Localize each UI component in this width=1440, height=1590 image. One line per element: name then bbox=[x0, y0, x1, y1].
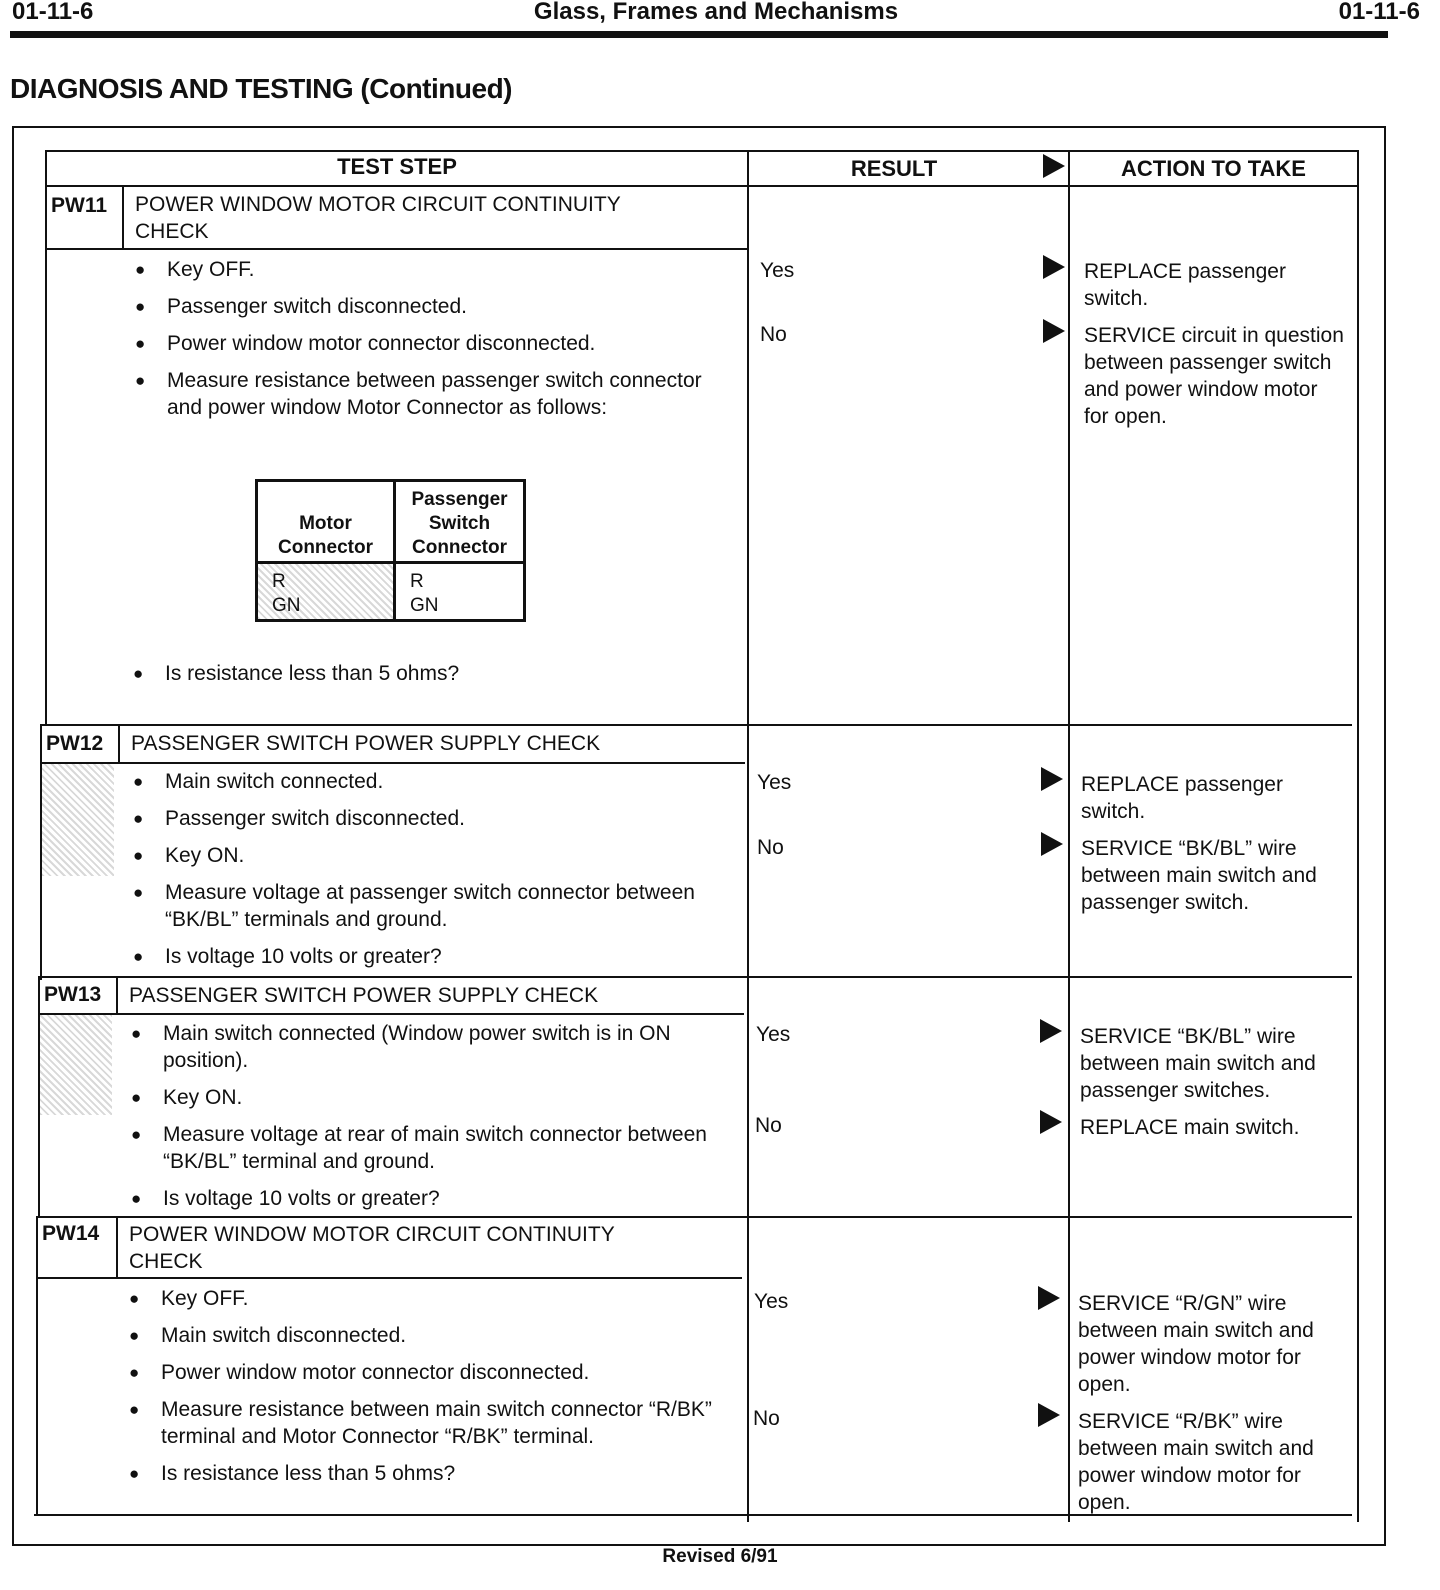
list-item: ● Main switch connected (Window power switch is in ON position). bbox=[131, 1020, 721, 1074]
list-item: ● Main switch connected. bbox=[133, 768, 723, 795]
arrow-icon bbox=[1040, 1019, 1062, 1043]
step-title: PASSENGER SWITCH POWER SUPPLY CHECK bbox=[129, 984, 599, 1007]
connector-value: R bbox=[410, 571, 424, 592]
arrow-icon bbox=[1043, 255, 1065, 279]
grid-line bbox=[118, 724, 120, 764]
grid-line bbox=[45, 248, 47, 726]
grid-line bbox=[116, 976, 118, 1015]
list-item: ● Key ON. bbox=[131, 1084, 721, 1111]
section-title: DIAGNOSIS AND TESTING (Continued) bbox=[10, 73, 512, 104]
page-number-left: 01-11-6 bbox=[12, 0, 94, 25]
shading bbox=[42, 764, 114, 876]
list-item: ● Measure voltage at rear of main switch connector between “BK/BL” terminal and ground. bbox=[131, 1121, 721, 1175]
connector-value: GN bbox=[272, 595, 301, 616]
grid-line bbox=[1357, 150, 1359, 1522]
page-footer: Revised 6/91 bbox=[662, 1546, 778, 1567]
arrow-icon bbox=[1040, 1110, 1062, 1134]
step-id: PW12 bbox=[46, 732, 104, 755]
step-id: PW11 bbox=[51, 194, 108, 217]
list-item: ● Measure resistance between passenger switch connector and power window Motor Connector as follows: bbox=[135, 367, 725, 421]
grid-line bbox=[747, 150, 749, 1522]
action-text: REPLACE passenger switch. bbox=[1084, 260, 1286, 310]
grid-line bbox=[38, 1013, 744, 1015]
list-item: ● Power window motor connector disconnected. bbox=[135, 330, 725, 357]
grid-line bbox=[45, 248, 749, 250]
arrow-icon bbox=[1038, 1286, 1060, 1310]
arrow-icon bbox=[1043, 319, 1065, 343]
grid-line bbox=[45, 150, 1359, 152]
column-header-action: ACTION TO TAKE bbox=[1121, 156, 1306, 181]
list-item: ● Key OFF. bbox=[135, 256, 725, 283]
action-text: SERVICE “BK/BL” wire between main switch and passenger switch. bbox=[1081, 837, 1317, 914]
step-id: PW13 bbox=[44, 983, 102, 1006]
page-header bbox=[12, 0, 1420, 28]
connector-table-header-passenger: Passenger Switch Connector bbox=[411, 489, 508, 558]
action-text: SERVICE “R/BK” wire between main switch and power window motor for open. bbox=[1078, 1410, 1314, 1514]
list-item: ● Passenger switch disconnected. bbox=[135, 293, 725, 320]
result-no: No bbox=[757, 836, 784, 859]
grid-line bbox=[40, 762, 745, 764]
list-item: ● Passenger switch disconnected. bbox=[133, 805, 723, 832]
grid-line bbox=[1068, 150, 1070, 1522]
grid-line bbox=[38, 976, 1352, 978]
list-item: ● Is resistance less than 5 ohms? bbox=[129, 1460, 719, 1487]
connector-table-header-motor: Motor Connector bbox=[278, 513, 373, 558]
result-yes: Yes bbox=[756, 1023, 791, 1046]
arrow-icon bbox=[1043, 154, 1065, 178]
list-item: ● Power window motor connector disconnected. bbox=[129, 1359, 719, 1386]
action-text: REPLACE main switch. bbox=[1080, 1116, 1300, 1139]
step-bullets bbox=[129, 1285, 719, 1497]
page-header-title: Glass, Frames and Mechanisms bbox=[533, 0, 899, 25]
list-item: ● Main switch disconnected. bbox=[129, 1322, 719, 1349]
shading bbox=[40, 1015, 112, 1115]
step-question bbox=[133, 660, 723, 697]
grid-line bbox=[122, 185, 124, 250]
connector-value: GN bbox=[410, 595, 439, 616]
connector-value: R bbox=[272, 571, 286, 592]
page-number-right: 01-11-6 bbox=[1338, 0, 1420, 25]
action-text: SERVICE “R/GN” wire between main switch and power window motor for open. bbox=[1078, 1292, 1314, 1396]
step-bullets bbox=[135, 256, 725, 431]
list-item: ● Measure resistance between main switch connector “R/BK” terminal and Motor Connector “R/BK” terminal. bbox=[129, 1396, 719, 1450]
step-bullets bbox=[131, 1020, 721, 1222]
result-yes: Yes bbox=[757, 771, 792, 794]
result-yes: Yes bbox=[760, 259, 795, 282]
result-yes: Yes bbox=[754, 1290, 789, 1313]
connector-table bbox=[255, 479, 526, 622]
list-item: ● Key OFF. bbox=[129, 1285, 719, 1312]
step-title: POWER WINDOW MOTOR CIRCUIT CONTINUITY CHECK bbox=[135, 193, 621, 243]
grid-line bbox=[40, 724, 1352, 726]
list-item: ● Is voltage 10 volts or greater? bbox=[133, 943, 723, 970]
column-header-test-step: TEST STEP bbox=[337, 154, 457, 179]
arrow-icon bbox=[1038, 1403, 1060, 1427]
list-item: ● Key ON. bbox=[133, 842, 723, 869]
grid-line bbox=[45, 185, 1359, 187]
list-item: ● Is voltage 10 volts or greater? bbox=[131, 1185, 721, 1212]
result-no: No bbox=[755, 1114, 782, 1137]
step-title: PASSENGER SWITCH POWER SUPPLY CHECK bbox=[131, 732, 601, 755]
arrow-icon bbox=[1041, 832, 1063, 856]
step-bullets bbox=[133, 768, 723, 980]
action-text: SERVICE circuit in question between passenger switch and power window motor for open. bbox=[1084, 324, 1344, 428]
step-id: PW14 bbox=[42, 1222, 100, 1245]
result-no: No bbox=[753, 1407, 780, 1430]
grid-line bbox=[116, 1216, 118, 1279]
action-text: REPLACE passenger switch. bbox=[1081, 773, 1283, 823]
header-rule bbox=[10, 31, 1388, 38]
action-text: SERVICE “BK/BL” wire between main switch and passenger switches. bbox=[1080, 1025, 1316, 1102]
grid-line bbox=[36, 1277, 742, 1279]
list-item: ● Measure voltage at passenger switch connector between “BK/BL” terminals and ground. bbox=[133, 879, 723, 933]
result-no: No bbox=[760, 323, 787, 346]
arrow-icon bbox=[1041, 767, 1063, 791]
grid-line bbox=[34, 1514, 1352, 1516]
step-title: POWER WINDOW MOTOR CIRCUIT CONTINUITY CHECK bbox=[129, 1223, 615, 1273]
column-header-result: RESULT bbox=[850, 156, 938, 181]
list-item: ● Is resistance less than 5 ohms? bbox=[133, 660, 723, 687]
grid-line bbox=[36, 1216, 38, 1516]
grid-line bbox=[36, 1216, 1352, 1218]
